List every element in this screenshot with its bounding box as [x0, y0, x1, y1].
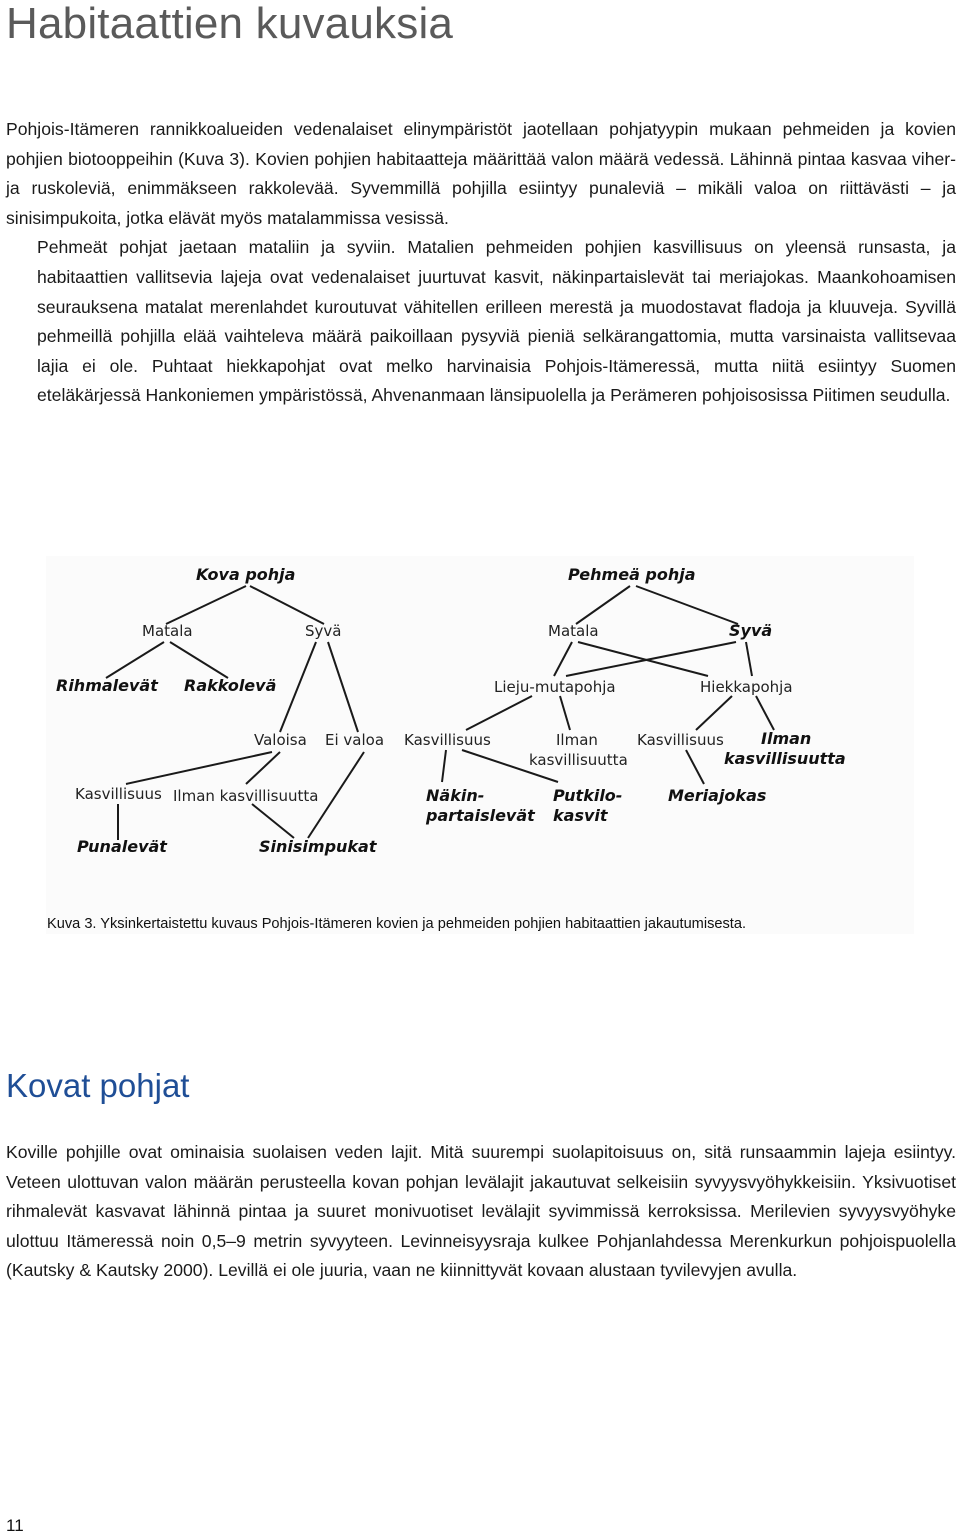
- edge-matala-rakkoleva: [170, 642, 228, 678]
- figure-caption: Kuva 3. Yksinkertaistettu kuvaus Pohjois-Itämeren kovien ja pehmeiden pohjien habitaattien jakautumisesta.: [47, 916, 747, 932]
- intro-paragraph-2: Pehmeät pohjat jaetaan mataliin ja syviin. Matalien pehmeiden pohjien kasvillisuus on yleensä runsasta, ja habitaattien vallitsevia lajeja ovat vedenalaiset juurtuvat kasvit, näkinpartaislevät tai meriajokas. Maankohoamisen seurauksena matalat merenlahdet kuroutuvat vähitellen erilleen merestä ja muodostavat fladoja ja kluuveja. Syvillä pehmeillä pohjilla elää vaihteleva määrä paikoillaan pysyviä pieniä selkärangattomia, mutta varsinaista vallitsevaa lajia ei ole. Puhtaat hiekkapohjat ovat melko harvinaisia Pohjois-Itämeressä, mutta niitä esiintyy Suomen eteläkärjessä Hankoniemen ympäristössä, Ahvenanmaan länsipuolella ja Perämeren pohjoisosissa Piitimen seudulla.: [37, 237, 956, 406]
- node-pehmea-pohja: Pehmeä pohja: [568, 565, 696, 584]
- node-lieju-kasvillisuus: Kasvillisuus: [404, 731, 491, 749]
- edge-syva-valoisa: [280, 642, 316, 732]
- edge-pehmea-syva: [636, 586, 738, 624]
- intro-paragraph-1: Pohjois-Itämeren rannikkoalueiden vedenalaiset elinympäristöt jaotellaan pohjatyypin mukaan pehmeiden ja kovien pohjien biotooppeihin (Kuva 3). Kovien pohjien habitaatteja määrittää valon määrä vedessä. Lähinnä pintaa kasvaa viher- ja ruskoleviä, enimmäkseen rakkolevää. Syvemmillä pohjilla esiintyy punaleviä – mikäli valoa on riittävästi – ja sinisimpukoita, jotka elävät myös matalammissa vesissä.: [6, 119, 956, 228]
- node-hiekka: Hiekkapohja: [700, 678, 793, 696]
- page-number: 11: [6, 1516, 24, 1535]
- node-valoisa: Valoisa: [254, 731, 307, 749]
- intro-text: [6, 115, 956, 411]
- node-nakin-2: partaislevät: [426, 806, 535, 825]
- node-kova-matala: Matala: [142, 622, 193, 640]
- node-hiekka-ilman-2: kasvillisuutta: [724, 749, 846, 768]
- node-lieju-ilman-1: Ilman: [556, 731, 598, 749]
- edge-kova-matala: [166, 586, 246, 624]
- edge-lieju-kasvillisuus: [466, 696, 532, 730]
- node-kova-ilman: Ilman kasvillisuutta: [173, 787, 319, 805]
- node-nakin-1: Näkin-: [426, 786, 485, 805]
- node-meriajokas: Meriajokas: [668, 786, 767, 805]
- node-kova-pohja: Kova pohja: [196, 565, 296, 584]
- node-putkilo-2: kasvit: [553, 806, 608, 825]
- node-punalevat: Punalevät: [77, 837, 167, 856]
- section-body: [6, 1138, 956, 1286]
- section-paragraph: Koville pohjille ovat ominaisia suolaisen veden lajit. Mitä suurempi suolapitoisuus on, sitä runsaammin lajeja esiintyy. Veteen ulottuvan valon määrän perusteella kovan pohjan levälajit jakautuvat selkeisiin syvyysvyöhykkeisiin. Yksivuotiset rihmalevät kasvavat lähinnä pintaa ja suuret monivuotiset levälajit syvimmissä kerroksissa. Merilevien syvyysvyöhyke ulottuu Itämeressä noin 0,5–9 metrin syvyyteen. Levinneisyysraja kulkee Pohjanlahdessa Merenkurkun pohjoispuolella (Kautsky & Kautsky 2000). Levillä ei ole juuria, vaan ne kiinnittyvät kovaan alustaan tyvilevyjen avulla.: [6, 1142, 956, 1281]
- edge-ilman-sinisimpukat: [252, 804, 294, 838]
- tree-labels: [56, 565, 846, 856]
- node-hiekka-ilman-1: Ilman: [761, 729, 812, 748]
- node-hiekka-kasvillisuus: Kasvillisuus: [637, 731, 724, 749]
- edge-matala-hiekka: [578, 642, 708, 676]
- section-title: Kovat pohjat: [6, 1067, 190, 1104]
- page-title: Habitaattien kuvauksia: [6, 0, 454, 48]
- habitat-tree-figure: [46, 556, 914, 934]
- edge-hiekka-kasvillisuus: [696, 696, 732, 730]
- edge-kova-syva: [250, 586, 324, 624]
- edge-syva-lieju: [566, 642, 736, 676]
- node-ei-valoa: Ei valoa: [325, 731, 385, 749]
- edge-lieju-ilman: [560, 696, 570, 730]
- node-sinisimpukat: Sinisimpukat: [259, 837, 377, 856]
- node-putkilo-1: Putkilo-: [553, 786, 623, 805]
- node-pehmea-matala: Matala: [548, 622, 599, 640]
- habitat-tree-diagram: [46, 556, 914, 934]
- node-lieju-ilman-2: kasvillisuutta: [529, 751, 628, 769]
- node-pehmea-syva: Syvä: [729, 621, 773, 640]
- node-rakkoleva: Rakkolevä: [184, 676, 277, 695]
- edge-pehmea-matala: [576, 586, 630, 624]
- edge-matala-rihmalevat: [106, 642, 164, 678]
- edge-kasv-meriajokas: [686, 750, 704, 784]
- edge-kasv-nakin: [442, 750, 446, 782]
- edge-hiekka-ilman: [756, 696, 774, 730]
- node-kova-kasvillisuus: Kasvillisuus: [75, 785, 162, 803]
- node-rihmalevat: Rihmalevät: [56, 676, 158, 695]
- edge-syva-eivaloa: [328, 642, 358, 732]
- node-lieju: Lieju-mutapohja: [494, 678, 616, 696]
- edge-matala-lieju: [554, 642, 572, 676]
- node-kova-syva: Syvä: [305, 622, 342, 640]
- edge-syva-hiekka: [746, 642, 752, 676]
